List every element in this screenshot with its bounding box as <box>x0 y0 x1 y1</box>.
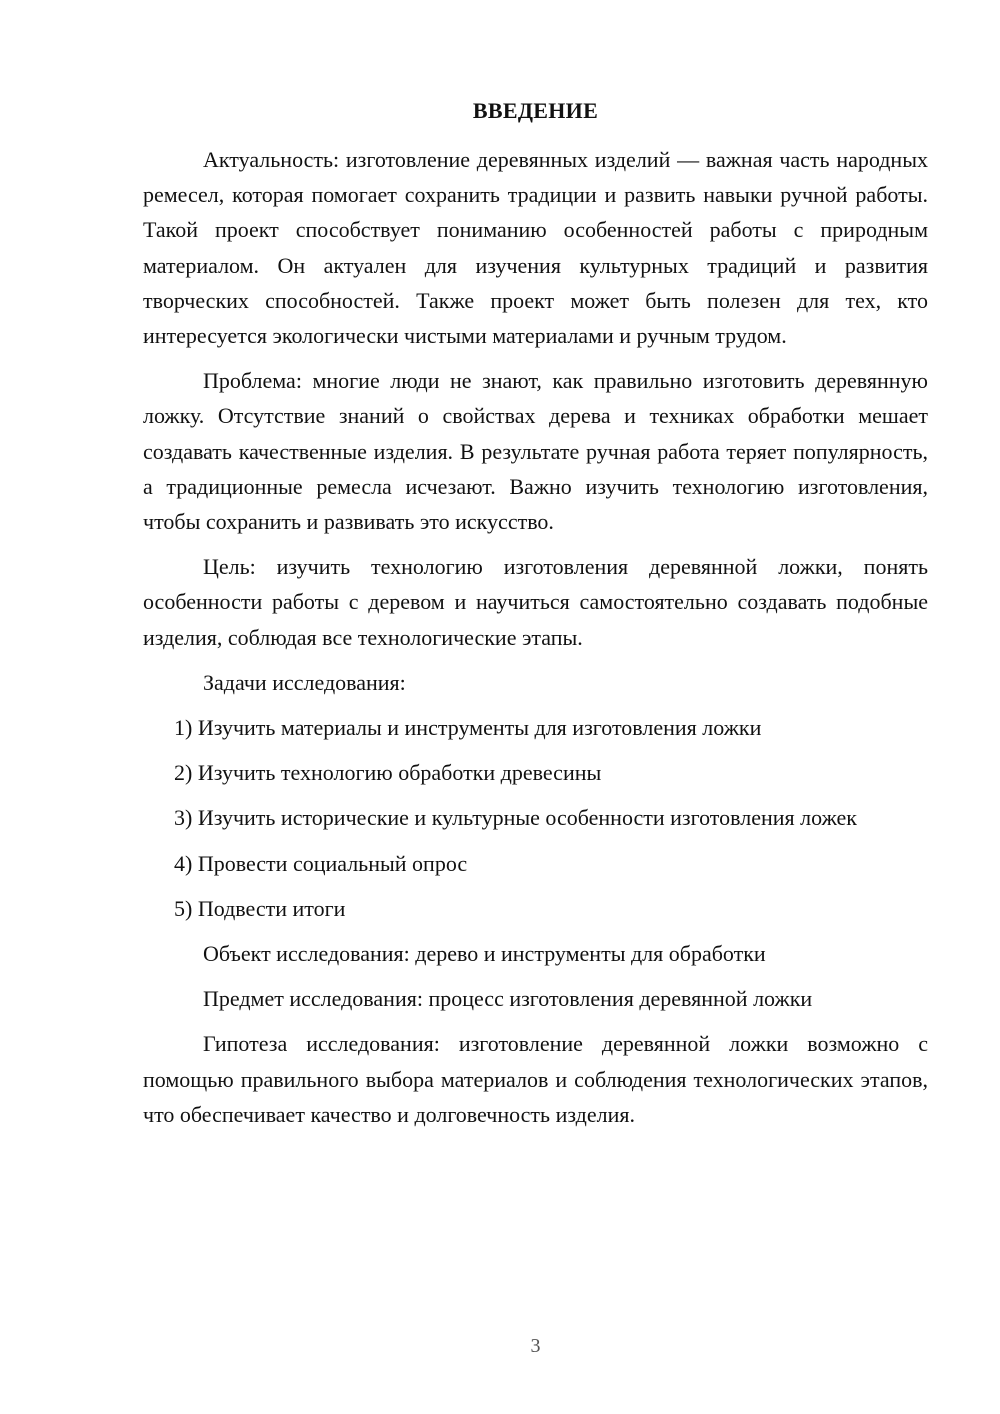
relevance-paragraph: Актуальность: изготовление деревянных изделий — важная часть народных ремесел, которая помогает сохранить традиции и развить навыки ручной работы. Такой проект способствует пониманию особенностей работы с природным материалом. Он актуален для изучения культурных традиций и развития творческих способностей. Также проект может быть полезен для тех, кто интересуется экологически чистыми материалами и ручным трудом. <box>143 147 928 349</box>
problem-paragraph: Проблема: многие люди не знают, как правильно изготовить деревянную ложку. Отсутствие знаний о свойствах дерева и техниках обработки мешает создавать качественные изделия. В результате ручная работа теряет популярность, а традиционные ремесла исчезают. Важно изучить технологию изготовления, чтобы сохранить и развивать это искусство. <box>143 368 928 535</box>
page-number: 3 <box>530 1335 541 1357</box>
task-item-2: 2) Изучить технологию обработки древесины <box>174 760 602 786</box>
tasks-heading: Задачи исследования: <box>203 669 406 695</box>
task-item-5: 5) Подвести итоги <box>174 895 346 921</box>
task-item-4: 4) Провести социальный опрос <box>174 850 468 876</box>
task-item-1: 1) Изучить материалы и инструменты для изготовления ложки <box>174 715 762 741</box>
research-object: Объект исследования: дерево и инструменты для обработки <box>203 941 766 967</box>
research-subject: Предмет исследования: процесс изготовления деревянной ложки <box>203 986 813 1012</box>
document-page <box>143 0 928 1414</box>
hypothesis-paragraph: Гипотеза исследования: изготовление деревянной ложки возможно с помощью правильного выбора материалов и соблюдения технологических этапов, что обеспечивает качество и долговечность изделия. <box>143 1031 928 1127</box>
page-title: ВВЕДЕНИЕ <box>472 98 599 123</box>
task-item-3: 3) Изучить исторические и культурные особенности изготовления ложек <box>174 805 857 831</box>
document-body <box>143 142 928 1142</box>
goal-paragraph: Цель: изучить технологию изготовления деревянной ложки, понять особенности работы с деревом и научиться самостоятельно создавать подобные изделия, соблюдая все технологические этапы. <box>143 554 928 650</box>
